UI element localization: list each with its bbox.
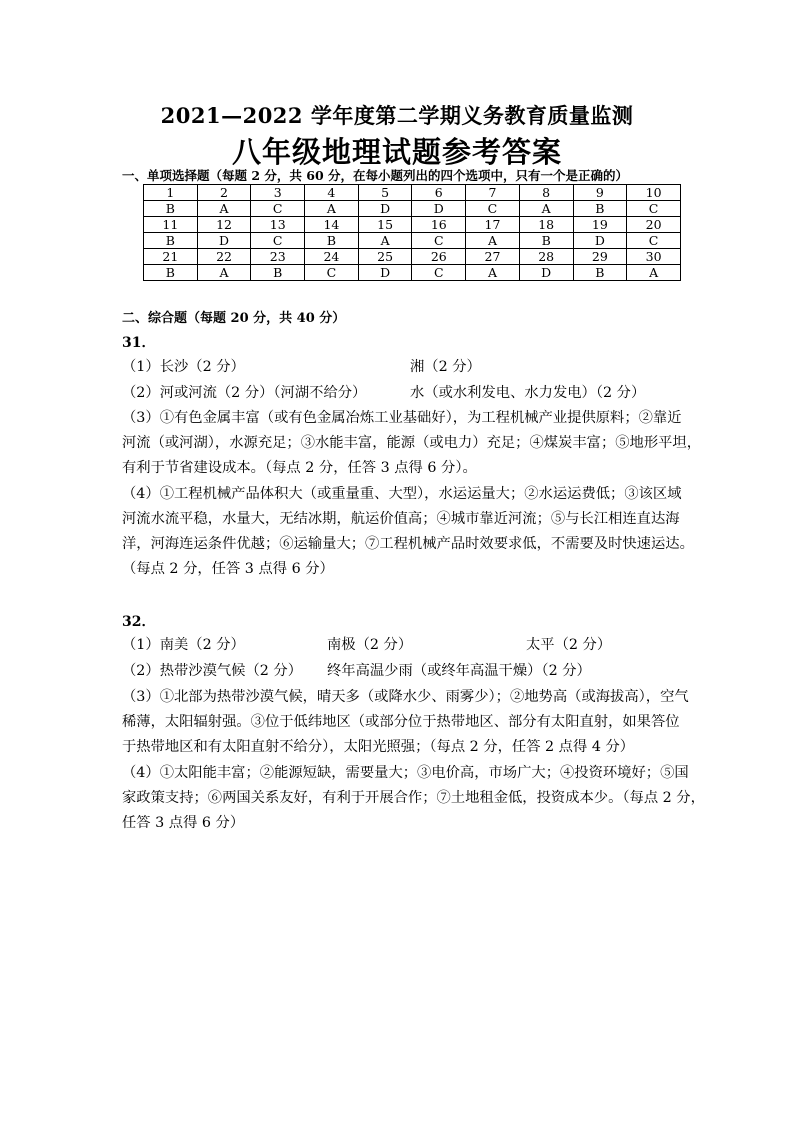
question-31-number: 31． <box>122 335 156 351</box>
answer-cell: D <box>412 201 466 217</box>
answer-cell: B <box>519 233 573 249</box>
question-number-cell: 6 <box>412 185 466 201</box>
answer-cell: B <box>573 201 627 217</box>
answer-cell: C <box>627 233 681 249</box>
answer-table <box>143 184 681 281</box>
answer-cell: A <box>466 265 520 281</box>
answer-cell: A <box>627 265 681 281</box>
answer-cell: D <box>573 233 627 249</box>
answer-cell: C <box>305 265 359 281</box>
question-number-cell: 29 <box>573 249 627 265</box>
answer-cell: B <box>144 201 198 217</box>
question-number-cell: 28 <box>519 249 573 265</box>
q31-answer-4-line2: 河流水流平稳，水量大，无结冰期，航运价值高；④城市靠近河流；⑤与长江相连直达海 <box>122 511 680 527</box>
question-number-cell: 8 <box>519 185 573 201</box>
answer-cell: A <box>197 265 251 281</box>
question-number-cell: 3 <box>251 185 305 201</box>
question-number-row <box>144 249 681 265</box>
section1-heading: 一、单项选择题（每题 2 分，共 60 分，在每小题列出的四个选项中，只有一个是正确的） <box>122 168 629 183</box>
exam-title: 2021—2022 学年度第二学期义务教育质量监测 <box>160 103 634 128</box>
question-number-cell: 1 <box>144 185 198 201</box>
question-number-cell: 15 <box>358 217 412 233</box>
answer-cell: A <box>466 233 520 249</box>
question-number-cell: 10 <box>627 185 681 201</box>
section2-heading: 二、综合题（每题 20 分，共 40 分） <box>122 311 346 326</box>
answer-cell: C <box>251 201 305 217</box>
answer-cell: A <box>358 233 412 249</box>
question-number-cell: 22 <box>197 249 251 265</box>
question-number-cell: 20 <box>627 217 681 233</box>
question-number-cell: 23 <box>251 249 305 265</box>
answer-cell: B <box>144 265 198 281</box>
question-number-row <box>144 217 681 233</box>
answer-cell: D <box>358 201 412 217</box>
answer-cell: D <box>358 265 412 281</box>
question-number-cell: 19 <box>573 217 627 233</box>
q31-answer-2a: （2）河或河流（2 分）（河湖不给分） <box>122 385 367 401</box>
question-number-cell: 13 <box>251 217 305 233</box>
q31-answer-3-line3: 有利于节省建设成本。（每点 2 分，任答 3 点得 6 分）。 <box>122 460 477 476</box>
q32-answer-4-line2: 家政策支持；⑥两国关系友好，有利于开展合作；⑦土地租金低，投资成本少。（每点 2 分， <box>122 790 705 806</box>
question-number-row <box>144 185 681 201</box>
q31-answer-4-line4: （每点 2 分，任答 3 点得 6 分） <box>122 561 334 577</box>
question-number-cell: 18 <box>519 217 573 233</box>
q32-answer-3-line1: （3）①北部为热带沙漠气候，晴天多（或降水少、雨雾少）；②地势高（或海拔高），空气 <box>122 689 689 705</box>
q32-answer-1a: （1）南美（2 分） <box>122 637 245 653</box>
q32-answer-3-line2: 稀薄，太阳辐射强。③位于低纬地区（或部分位于热带地区、部分有太阳直射，如果答位 <box>122 714 680 730</box>
q31-answer-1b: 湘（2 分） <box>410 359 481 375</box>
answer-row <box>144 201 681 217</box>
answer-cell: D <box>519 265 573 281</box>
answer-cell: B <box>305 233 359 249</box>
question-number-cell: 25 <box>358 249 412 265</box>
q31-answer-3-line1: （3）①有色金属丰富（或有色金属冶炼工业基础好），为工程机械产业提供原料；②靠近 <box>122 410 682 426</box>
answer-cell: C <box>412 265 466 281</box>
q31-answer-3-line2: 河流（或河湖），水源充足；③水能丰富，能源（或电力）充足；④煤炭丰富；⑤地形平坦， <box>122 435 702 451</box>
question-number-cell: 2 <box>197 185 251 201</box>
question-number-cell: 17 <box>466 217 520 233</box>
q31-answer-2b: 水（或水利发电、水力发电）（2 分） <box>410 385 646 401</box>
question-number-cell: 9 <box>573 185 627 201</box>
q32-answer-1c: 太平（2 分） <box>526 637 612 653</box>
q32-answer-4-line3: 任答 3 点得 6 分） <box>122 815 245 831</box>
question-number-cell: 7 <box>466 185 520 201</box>
q31-answer-1a: （1）长沙（2 分） <box>122 359 245 375</box>
answer-cell: A <box>197 201 251 217</box>
answer-row <box>144 265 681 281</box>
answer-cell: B <box>251 265 305 281</box>
question-number-cell: 12 <box>197 217 251 233</box>
question-number-cell: 14 <box>305 217 359 233</box>
q31-answer-4-line3: 洋，河海连运条件优越；⑥运输量大；⑦工程机械产品时效要求低，不需要及时快速运达。 <box>122 536 694 552</box>
answer-cell: C <box>627 201 681 217</box>
answer-cell: D <box>197 233 251 249</box>
question-number-cell: 11 <box>144 217 198 233</box>
answer-cell: B <box>144 233 198 249</box>
question-32-number: 32． <box>122 614 156 630</box>
q32-answer-2b: 终年高温少雨（或终年高温干燥）（2 分） <box>327 663 591 679</box>
q32-answer-1b: 南极（2 分） <box>327 637 413 653</box>
question-number-cell: 4 <box>305 185 359 201</box>
answer-cell: A <box>519 201 573 217</box>
question-number-cell: 26 <box>412 249 466 265</box>
question-number-cell: 16 <box>412 217 466 233</box>
q32-answer-3-line3: 于热带地区和有太阳直射不给分），太阳光照强；（每点 2 分，任答 2 点得 4 分） <box>122 739 635 755</box>
question-number-cell: 5 <box>358 185 412 201</box>
q32-answer-2a: （2）热带沙漠气候（2 分） <box>122 663 303 679</box>
answer-cell: B <box>573 265 627 281</box>
question-number-cell: 30 <box>627 249 681 265</box>
answer-cell: C <box>251 233 305 249</box>
question-number-cell: 27 <box>466 249 520 265</box>
answer-row <box>144 233 681 249</box>
question-number-cell: 24 <box>305 249 359 265</box>
answer-key-title: 八年级地理试题参考答案 <box>231 135 562 169</box>
answer-cell: C <box>466 201 520 217</box>
q32-answer-4-line1: （4）①太阳能丰富；②能源短缺，需要量大；③电价高，市场广大；④投资环境好；⑤国 <box>122 765 689 781</box>
question-number-cell: 21 <box>144 249 198 265</box>
q31-answer-4-line1: （4）①工程机械产品体积大（或重量重、大型），水运运量大；②水运运费低；③该区域 <box>122 486 682 502</box>
answer-cell: C <box>412 233 466 249</box>
answer-cell: A <box>305 201 359 217</box>
